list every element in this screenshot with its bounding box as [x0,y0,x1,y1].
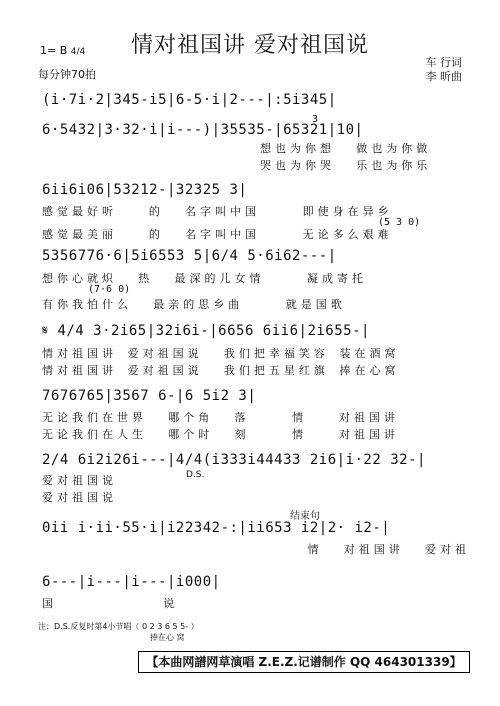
lyricist-credit: 车 行词 [425,56,462,69]
footnote: 注：D.S.反复时第4小节唱（ 0 2 3 6 5 5- ） [38,622,199,631]
alt-notes-annotation: (5 3 0) [378,217,421,228]
score-row-5-notes: 𝄋 4/4 3·2i65|32i6i-|6656 6ii6|2i655-| [42,323,370,339]
score-row-7-notes: 2/4 6i2i26i---|4/4(i333i44433 2i6|i·22 32-| [42,452,426,468]
tempo-marking: 每分钟70拍 [38,68,96,81]
score-row-1-notes: (i·7i·2|345-i5|6-5·i|2---|:5i345| [42,92,337,108]
score-row-2-notes: 6·5432|3·32·i|i---)|35535-|65321|10| [42,122,364,138]
score-row-2-lyrics: 想也为你想 做也为你做 [260,142,432,155]
score-row-7-lyrics: 爱对祖国说 [42,474,117,487]
score-row-9-lyrics: 国 说 [42,597,179,610]
alt-notes-annotation-2: (7·6 0) [88,284,131,295]
score-row-4-lyrics-2: 有你我怕什么 最亲的思乡曲 就是国歌 [42,298,346,311]
grace-annotation: 3 [312,114,319,125]
ending-label: 结束句 [290,511,320,522]
composer-credit: 李 昕曲 [425,70,462,83]
score-row-5-lyrics: 情对祖国讲 爱对祖国说 我们把幸福笑容 装在酒窝 [42,347,400,360]
score-row-6-lyrics: 无论我们在世界 哪个角 落 情 对祖国讲 [42,411,399,424]
score-row-5-lyrics-2: 情对祖国讲 爱对祖国说 我们把五星红旗 捧在心窝 [42,364,400,377]
score-row-4-lyrics: 想你心就炽 热 最深的儿女情 凝成寄托 [42,272,367,285]
score-row-7-lyrics-2: 爱对祖国说 [42,491,117,504]
song-title: 情对祖国讲 爱对祖国说 [131,33,369,58]
score-row-4-notes: 5356776·6|5i6553 5|6/4 5·6i62---| [42,248,337,264]
score-row-8-lyrics: 情 对祖国讲 爱对祖 [42,543,471,556]
score-row-9-notes: 6---|i---|i---|i000| [42,574,221,590]
score-row-6-lyrics-2: 无论我们在人生 哪个时 刻 情 对祖国讲 [42,428,399,441]
credit-banner: 【本曲网譜网草演唱 Z.E.Z.记谱制作 QQ 464301339】 [138,651,470,673]
score-row-2-lyrics-2: 哭也为你哭 乐也为你乐 [260,159,432,172]
score-row-6-notes: 7676765|3567 6-|6 5i2 3| [42,388,257,404]
score-row-3-notes: 6ii6i06|53212-|32325 3| [42,182,248,198]
score-row-3-lyrics-2: 感觉最美丽 的 名字叫中国 无论多么艰难 [42,228,393,241]
score-row-3-lyrics: 感觉最好听 的 名字叫中国 即使身在异乡 [42,205,393,218]
key-signature: 1= B 4/4 [40,44,86,57]
score-row-8-notes: 0ii i·ii·55·i|i22342-:|ii653 i2|2· i2-| [42,520,391,536]
ds-marking: D.S. [186,470,205,480]
footnote-lyrics: 捧在心 窝 [150,633,185,642]
